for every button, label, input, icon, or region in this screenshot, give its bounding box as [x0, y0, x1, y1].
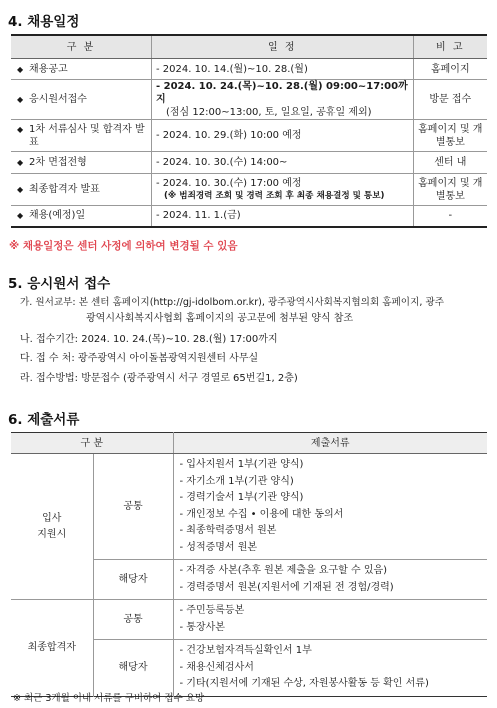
diamond-bullet-icon: ◆: [17, 185, 24, 194]
list-item: - 경력기술서 1부(기관 양식): [179, 492, 304, 503]
list-item: - 개인정보 수집 • 이용에 대한 동의서: [179, 508, 344, 520]
schedule-date: - 2024. 11. 1.(금): [152, 206, 414, 227]
diamond-bullet-icon: ◆: [17, 64, 24, 74]
table-row: [11, 120, 487, 152]
application-method: 라. 접수방법: 방문접수 (광주광역시 서구 경열로 65번길1, 2층): [20, 373, 298, 384]
schedule-category: ◆ 최종합격자 발표: [11, 174, 152, 206]
section-5-title: 5. 응시원서 접수: [8, 276, 111, 292]
list-item: - 채용신체검사서: [179, 661, 254, 673]
documents-header-row: [11, 433, 487, 454]
schedule-category: ◆ 채용공고: [11, 59, 152, 80]
documents-header-category: 구 분: [11, 433, 173, 454]
schedule-memo: -: [413, 206, 487, 227]
list-item: - 주민등록등본: [179, 605, 245, 616]
list-item: - 건강보험자격득실확인서 1부: [179, 645, 312, 656]
schedule-change-note: ※ 채용일정은 센터 사정에 의하여 변경될 수 있음: [9, 240, 238, 252]
documents-validity-note: ※ 최근 3개월 이내 서류를 구비하여 접수 요망: [13, 693, 205, 704]
schedule-memo: 홈페이지 및 개별통보: [413, 120, 487, 152]
table-row: [11, 80, 487, 120]
schedule-header-memo: 비 고: [413, 35, 487, 59]
list-item: - 자기소개 1부(기관 양식): [179, 475, 294, 487]
table-row: [11, 206, 487, 227]
documents-list: [173, 560, 487, 600]
list-item: - 자격증 사본(추후 원본 제출을 요구할 수 있음): [179, 565, 388, 576]
schedule-memo: 홈페이지: [413, 59, 487, 80]
schedule-date: - 2024. 10. 24.(목)~10. 28.(월) 09:00~17:00까지 (점심 12:00~13:00, 토, 일요일, 공휴일 제외): [152, 80, 414, 120]
application-place: 다. 접 수 처: 광주광역시 아이돌봄광역지원센터 사무실: [20, 353, 259, 364]
documents-sub-applicable: 해당자: [93, 640, 173, 697]
documents-category-applicants: 입사 지원시: [11, 454, 93, 600]
diamond-bullet-icon: ◆: [17, 211, 24, 221]
table-row: [11, 454, 487, 560]
schedule-table: [11, 34, 487, 228]
schedule-memo: 센터 내: [413, 152, 487, 174]
list-item: - 통장사본: [179, 621, 225, 633]
documents-category-final: 최종합격자: [11, 600, 93, 697]
documents-header-documents: 제출서류: [173, 433, 487, 454]
schedule-memo: 방문 접수: [413, 80, 487, 120]
schedule-category: ◆ 채용(예정)일: [11, 206, 152, 227]
list-item: - 입사지원서 1부(기관 양식): [179, 459, 304, 470]
schedule-header-schedule: 일 정: [152, 35, 414, 59]
list-item: - 최종학력증명서 원본: [179, 525, 277, 536]
documents-sub-common: 공통: [93, 600, 173, 640]
table-row: [11, 174, 487, 206]
list-item: - 성적증명서 원본: [179, 541, 258, 553]
diamond-bullet-icon: ◆: [17, 124, 24, 134]
schedule-category: ◆ 1차 서류심사 및 합격자 발표: [11, 120, 152, 152]
schedule-date: - 2024. 10. 30.(수) 17:00 예정 (※ 범죄경력 조회 및 경력 조회 후 최종 채용결정 및 통보): [152, 174, 414, 206]
schedule-memo: 홈페이지 및 개별통보: [413, 174, 487, 206]
application-form-line-2: 광역시사회복지사협회 홈페이지의 공고문에 첨부된 양식 참조: [86, 313, 354, 324]
list-item: - 경력증명서 원본(지원서에 기재된 전 경험/경력): [179, 581, 394, 593]
schedule-header-category: 구 분: [11, 35, 152, 59]
documents-list: [173, 640, 487, 697]
documents-list: [173, 454, 487, 560]
diamond-bullet-icon: ◆: [17, 95, 24, 104]
documents-sub-common: 공통: [93, 454, 173, 560]
section-4-title: 4. 채용일정: [8, 14, 80, 30]
schedule-date: - 2024. 10. 30.(수) 14:00~: [152, 152, 414, 174]
list-item: - 기타(지원서에 기재된 수상, 자원봉사활동 등 확인 서류): [179, 678, 429, 689]
table-row: [11, 600, 487, 640]
diamond-bullet-icon: ◆: [17, 158, 24, 167]
schedule-date: - 2024. 10. 29.(화) 10:00 예정: [152, 120, 414, 152]
schedule-date: - 2024. 10. 14.(월)~10. 28.(월): [152, 59, 414, 80]
schedule-category: ◆ 2차 면접전형: [11, 152, 152, 174]
documents-sub-applicable: 해당자: [93, 560, 173, 600]
documents-list: [173, 600, 487, 640]
application-form-line: 가. 원서교부: 본 센터 홈페이지(http://gj-idolbom.or.kr), 광주광역시사회복지협의회 홈페이지, 광주: [20, 297, 444, 308]
table-row: [11, 152, 487, 174]
schedule-category: ◆ 응시원서접수: [11, 80, 152, 120]
documents-table: [11, 432, 487, 697]
table-row: [11, 59, 487, 80]
schedule-header-row: [11, 35, 487, 59]
section-6-title: 6. 제출서류: [8, 412, 80, 428]
application-period: 나. 접수기간: 2024. 10. 24.(목)~10. 28.(월) 17:00까지: [20, 334, 278, 345]
